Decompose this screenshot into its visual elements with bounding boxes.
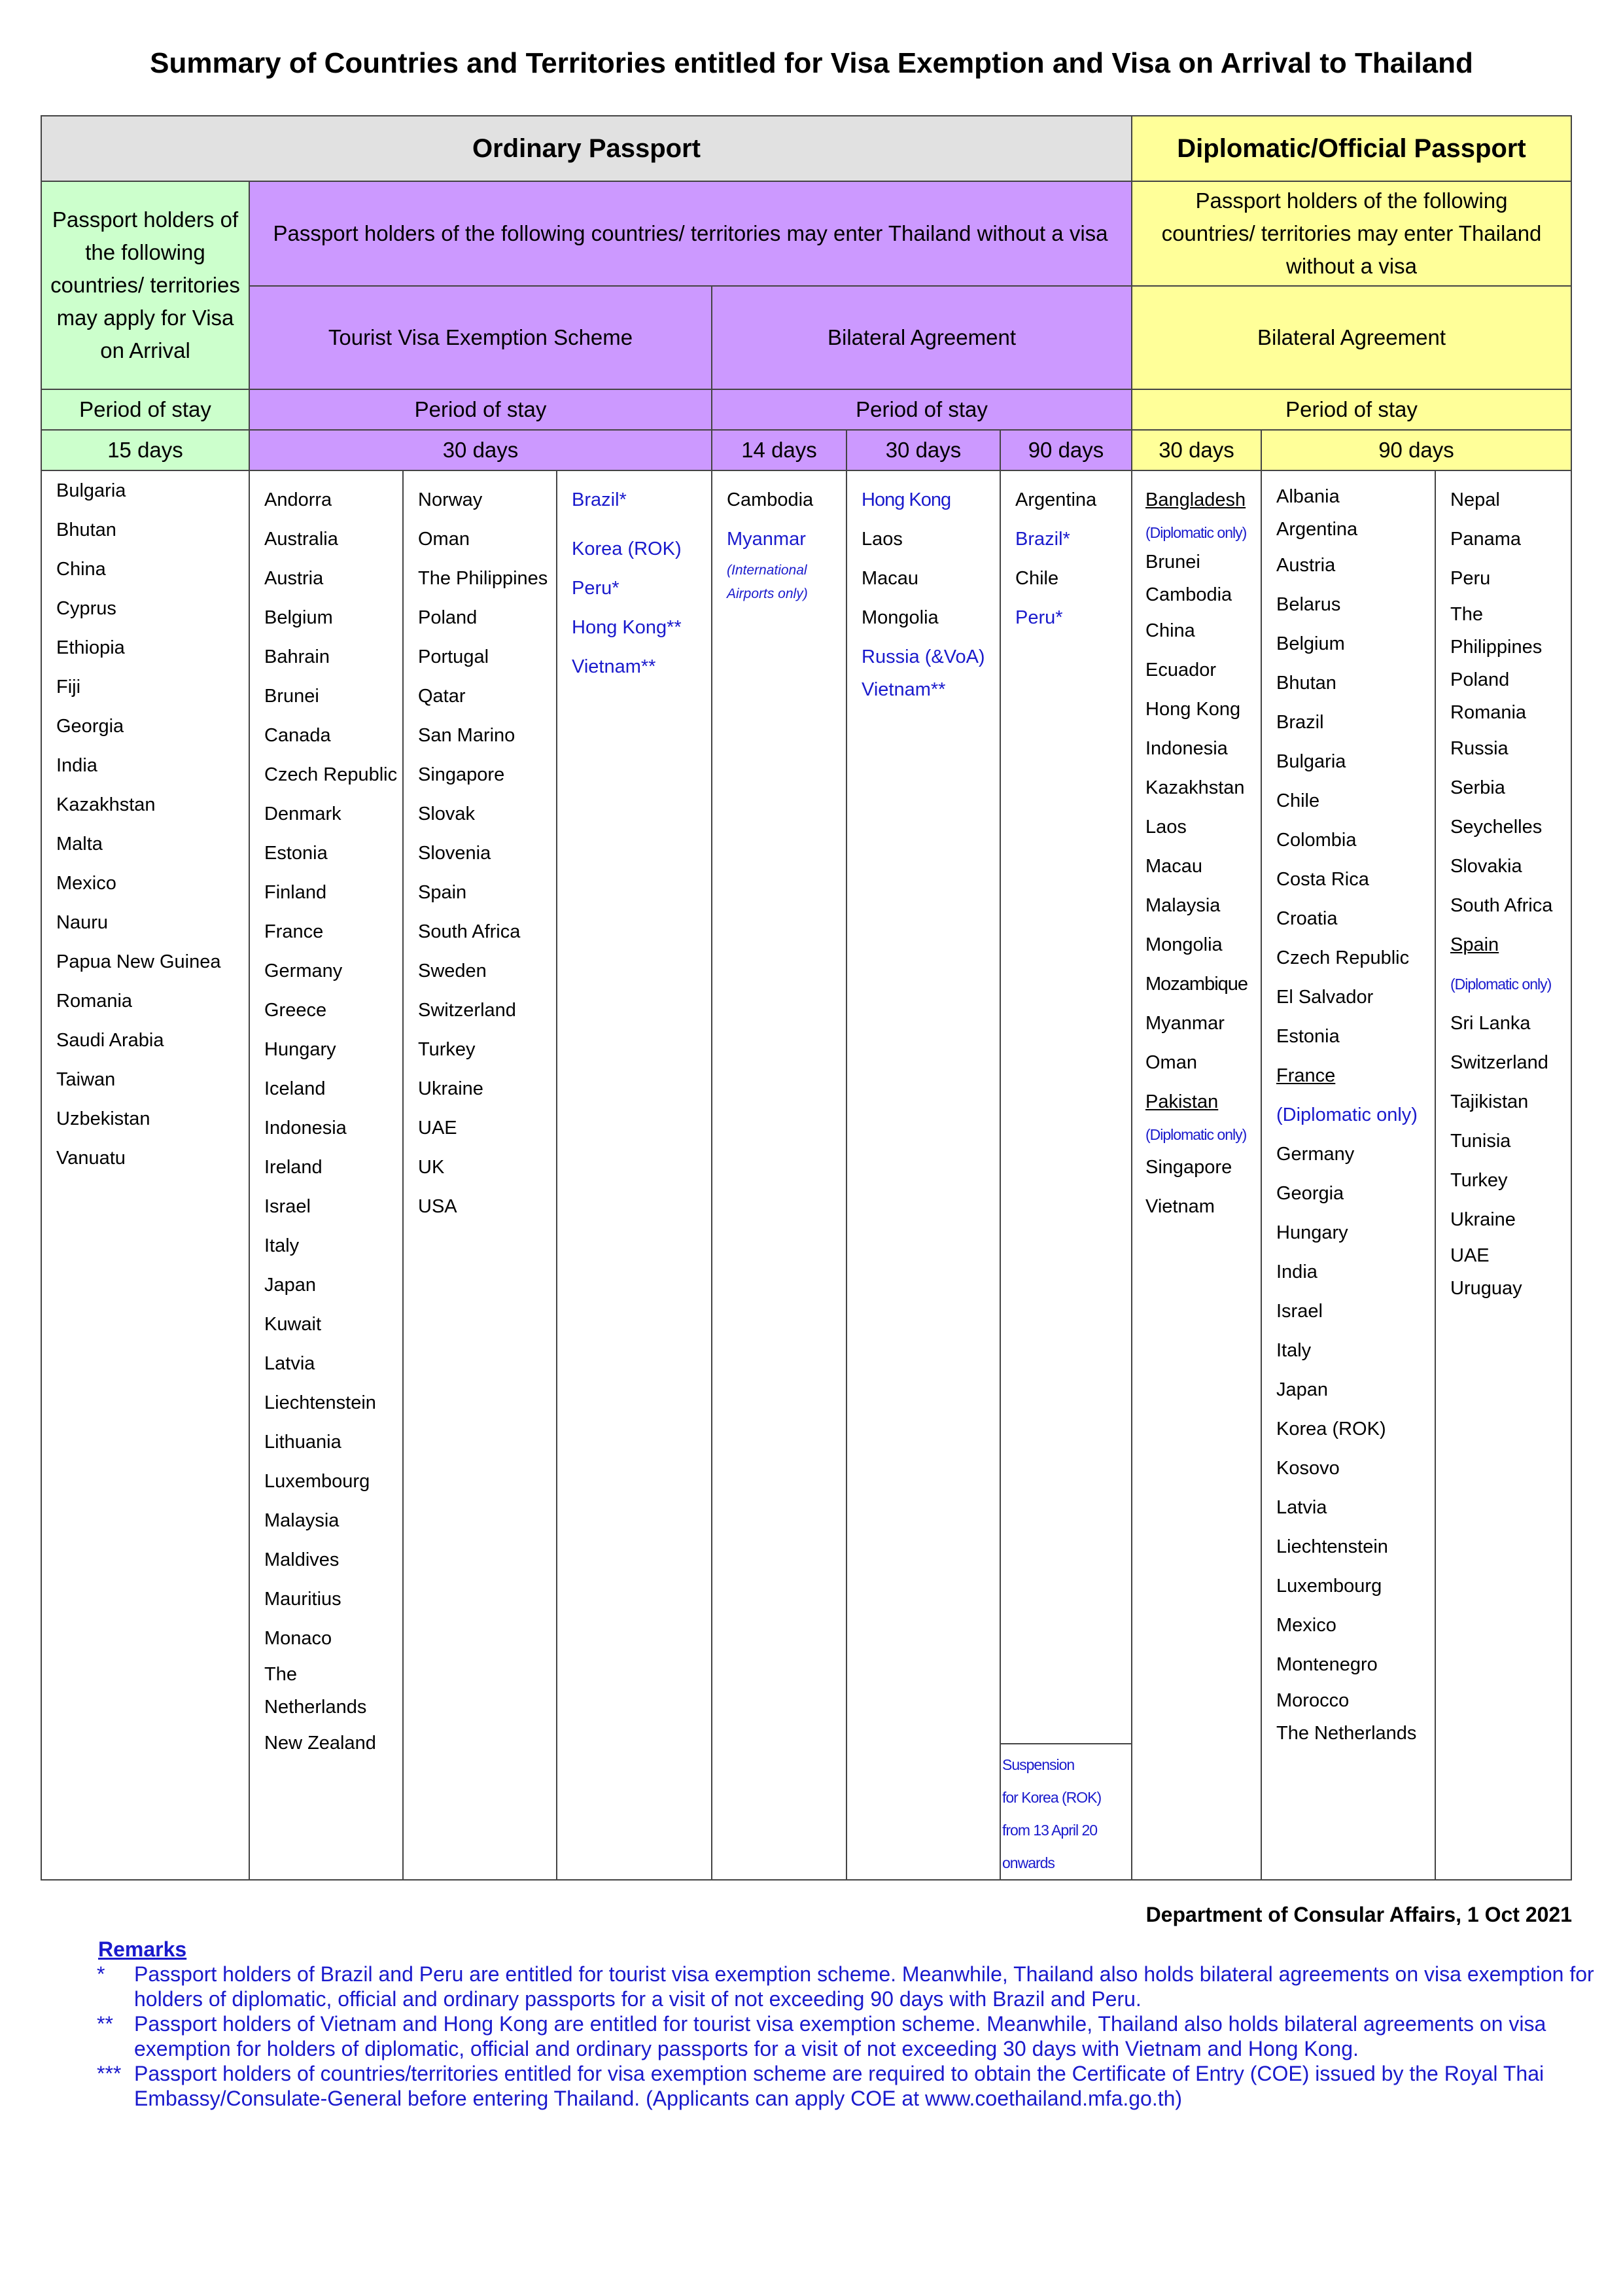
list-item: Portugal <box>418 646 489 667</box>
list-item: The Philippines <box>418 568 548 589</box>
note-line: Suspension <box>1002 1756 1075 1773</box>
list-item: USA <box>418 1196 457 1217</box>
list-item: Turkey <box>1450 1170 1508 1191</box>
list-item: Saudi Arabia <box>56 1030 164 1051</box>
days-bi14: 14 days <box>711 429 847 471</box>
list-item: Hong Kong <box>862 489 951 510</box>
bilateral-30-list <box>846 470 1001 1881</box>
diplomatic-passport-header: Diplomatic/Official Passport <box>1131 115 1572 182</box>
list-item: Russia <box>1450 738 1509 759</box>
list-item-note: Airports only) <box>727 586 808 601</box>
list-item: Peru* <box>1015 607 1063 628</box>
list-item: Fiji <box>56 677 81 698</box>
list-item: Italy <box>264 1235 300 1256</box>
list-item: Ukraine <box>418 1078 483 1099</box>
list-item: New Zealand <box>264 1733 376 1754</box>
list-item: Maldives <box>264 1549 340 1570</box>
list-item: Qatar <box>418 686 466 707</box>
department-credit: Department of Consular Affairs, 1 Oct 2021 <box>1145 1903 1572 1926</box>
list-item: Philippines <box>1450 637 1543 658</box>
spacer <box>572 520 711 529</box>
list-item: Netherlands <box>264 1697 367 1718</box>
list-item: Argentina <box>1015 489 1097 510</box>
remarks-title: Remarks <box>98 1937 187 1961</box>
voa-country-list <box>41 470 250 1881</box>
list-item: Korea (ROK) <box>572 539 682 559</box>
list-item: Nepal <box>1450 489 1500 510</box>
list-item: Hong Kong <box>1145 699 1241 720</box>
list-item: Tajikistan <box>1450 1091 1529 1112</box>
list-item: Peru <box>1450 568 1491 589</box>
list-item: Malaysia <box>264 1510 340 1531</box>
list-item: Norway <box>418 489 483 510</box>
list-item: Latvia <box>264 1353 315 1374</box>
remark-text: Passport holders of Vietnam and Hong Kong are entitled for tourist visa exemption scheme. Meanwhile, Thailand also holds bilateral agreements on visa exemption for holders of diplomatic, official and ordinary passports for a visit of not exceeding 30 days with Vietnam and Hong Kong. <box>134 2012 1546 2060</box>
list-item: Ukraine <box>1450 1209 1516 1230</box>
list-item: Argentina <box>1276 519 1358 540</box>
list-item: Brazil* <box>572 489 627 510</box>
list-item: Vietnam <box>1145 1196 1215 1217</box>
list-item: Bhutan <box>1276 673 1336 694</box>
bilateral-14-list <box>711 470 847 1881</box>
remark-marker: ** <box>97 2012 113 2036</box>
list-item: The Netherlands <box>1276 1723 1417 1744</box>
ordinary-passport-header: Ordinary Passport <box>41 115 1132 182</box>
list-item: Oman <box>1145 1052 1197 1073</box>
dip-90-list-b <box>1435 470 1572 1881</box>
list-item: Papua New Guinea <box>56 951 221 972</box>
list-item: Hungary <box>264 1039 336 1060</box>
remark-marker: * <box>97 1962 105 1986</box>
list-item: Brunei <box>1145 552 1200 573</box>
list-item: Chile <box>1276 790 1320 811</box>
list-item: Austria <box>1276 555 1336 576</box>
list-item: Denmark <box>264 804 341 824</box>
list-item: Brunei <box>264 686 319 707</box>
list-item: Laos <box>862 529 903 550</box>
period-dip: Period of stay <box>1131 389 1572 431</box>
list-item: Cambodia <box>1145 584 1232 605</box>
list-item: Czech Republic <box>1276 947 1410 968</box>
list-item: Estonia <box>1276 1026 1340 1047</box>
list-item: Laos <box>1145 817 1187 838</box>
days-bi30: 30 days <box>846 429 1001 471</box>
list-item: Japan <box>1276 1379 1329 1400</box>
list-item: UAE <box>1450 1245 1490 1266</box>
list-item: Kazakhstan <box>1145 777 1245 798</box>
list-item: Belgium <box>264 607 333 628</box>
list-item: South Africa <box>418 921 521 942</box>
list-item: Chile <box>1015 568 1059 589</box>
list-item: Germany <box>1276 1144 1355 1165</box>
note-line: onwards <box>1002 1854 1055 1871</box>
list-item: Costa Rica <box>1276 869 1369 890</box>
period-voa: Period of stay <box>41 389 250 431</box>
period-tourist: Period of stay <box>249 389 712 431</box>
remark-text: Passport holders of Brazil and Peru are entitled for tourist visa exemption scheme. Meanwhile, Thailand also holds bilateral agreements on visa exemption for holders of diplomatic, official and ordinary passports for a visit of not exceeding 90 days with Brazil and Peru. <box>134 1962 1594 2011</box>
list-item: San Marino <box>418 725 515 746</box>
list-item: Serbia <box>1450 777 1505 798</box>
tourist-list-c <box>556 470 712 1881</box>
list-item: Montenegro <box>1276 1654 1378 1675</box>
list-item: Luxembourg <box>1276 1576 1382 1597</box>
list-item: El Salvador <box>1276 987 1374 1008</box>
remark-marker: *** <box>97 2062 122 2085</box>
list-item: Sweden <box>418 961 487 981</box>
days-tourist: 30 days <box>249 429 712 471</box>
list-item: Luxembourg <box>264 1471 370 1492</box>
list-item: Bulgaria <box>1276 751 1346 772</box>
list-item: Switzerland <box>1450 1052 1548 1073</box>
list-item: Indonesia <box>264 1118 347 1139</box>
list-item: Sri Lanka <box>1450 1013 1531 1034</box>
list-item: Cyprus <box>56 598 116 619</box>
list-item: Bahrain <box>264 646 330 667</box>
list-item: Taiwan <box>56 1069 116 1090</box>
list-item: Monaco <box>264 1628 332 1649</box>
list-item: Mongolia <box>1145 934 1223 955</box>
list-item: Italy <box>1276 1340 1312 1361</box>
list-item: Estonia <box>264 843 328 864</box>
remark-item <box>92 1962 1609 2011</box>
list-item: Bulgaria <box>56 480 126 501</box>
list-item: Malta <box>56 834 103 855</box>
list-item-note: (Diplomatic only) <box>1145 1126 1247 1143</box>
remarks-section <box>92 1937 1609 2111</box>
list-item: Hungary <box>1276 1222 1348 1243</box>
list-item: Romania <box>56 991 133 1012</box>
list-item: Poland <box>1450 669 1510 690</box>
list-item: China <box>56 559 106 580</box>
list-item: Uruguay <box>1450 1278 1522 1299</box>
list-item: Latvia <box>1276 1497 1327 1518</box>
visa-table <box>41 115 1572 1881</box>
note-line: from 13 April 20 <box>1002 1822 1098 1839</box>
list-item: Mongolia <box>862 607 939 628</box>
list-item: Cambodia <box>727 489 814 510</box>
list-item: Australia <box>264 529 338 550</box>
list-item: Albania <box>1276 486 1340 507</box>
list-item: Oman <box>418 529 470 550</box>
list-item: Israel <box>1276 1301 1323 1322</box>
list-item: Kazakhstan <box>56 794 156 815</box>
list-item: Panama <box>1450 529 1522 550</box>
bilateral-90-list <box>1000 470 1132 1881</box>
tourist-scheme-header: Tourist Visa Exemption Scheme <box>249 285 712 390</box>
list-item: Vietnam** <box>572 656 656 677</box>
list-item: Macau <box>1145 856 1203 877</box>
list-item: Seychelles <box>1450 817 1543 838</box>
list-item: Mauritius <box>264 1589 341 1610</box>
list-item: Georgia <box>1276 1183 1344 1204</box>
tourist-list-a <box>249 470 404 1881</box>
list-item: Iceland <box>264 1078 326 1099</box>
list-item: China <box>1145 620 1195 641</box>
voa-description: Passport holders of the following countries/ territories may apply for Visa on Arrival <box>41 181 250 390</box>
list-item: India <box>1276 1262 1318 1282</box>
days-bi90: 90 days <box>1000 429 1132 471</box>
remark-item <box>92 2061 1609 2111</box>
list-item: India <box>56 755 97 776</box>
list-item: Turkey <box>418 1039 476 1060</box>
list-item: Morocco <box>1276 1690 1350 1711</box>
list-item: Spain <box>418 882 467 903</box>
list-item: Singapore <box>418 764 505 785</box>
list-item: Andorra <box>264 489 332 510</box>
list-item: Tunisia <box>1450 1131 1511 1152</box>
list-item: Slovakia <box>1450 856 1522 877</box>
list-item: Switzerland <box>418 1000 516 1021</box>
list-item: UAE <box>418 1118 457 1139</box>
tourist-list-b <box>402 470 557 1881</box>
list-item: Mozambique <box>1145 974 1248 995</box>
list-item: Slovak <box>418 804 476 824</box>
list-item: Russia (&VoA) <box>862 646 985 667</box>
list-item: Indonesia <box>1145 738 1228 759</box>
remark-text: Passport holders of countries/territories entitled for visa exemption scheme are required to obtain the Certificate of Entry (COE) issued by the Royal Thai Embassy/Consulate-General before entering Thailand. (Applicants can apply COE at www.coethailand.mfa.go.th) <box>134 2062 1544 2110</box>
list-item: Israel <box>264 1196 311 1217</box>
list-item-note: (Diplomatic only) <box>1276 1104 1418 1125</box>
list-item: Georgia <box>56 716 124 737</box>
list-item: Mexico <box>56 873 116 894</box>
list-item: Lithuania <box>264 1432 341 1453</box>
list-item-note: (Diplomatic only) <box>1145 524 1247 541</box>
remark-item <box>92 2011 1609 2061</box>
list-item: France <box>264 921 324 942</box>
days-dip90: 90 days <box>1261 429 1572 471</box>
list-item: Vietnam** <box>862 679 946 700</box>
list-item: Nauru <box>56 912 108 933</box>
list-item: Malaysia <box>1145 895 1221 916</box>
list-item: South Africa <box>1450 895 1553 916</box>
list-item: Colombia <box>1276 830 1357 851</box>
list-item: Romania <box>1450 702 1527 723</box>
list-item: Finland <box>264 882 327 903</box>
list-item: Slovenia <box>418 843 491 864</box>
list-item-note: (Diplomatic only) <box>1450 976 1552 993</box>
list-item: Brazil <box>1276 712 1324 733</box>
list-item: Germany <box>264 961 343 981</box>
note-line: for Korea (ROK) <box>1002 1789 1102 1806</box>
list-item: Czech Republic <box>264 764 398 785</box>
list-item: Pakistan <box>1145 1091 1219 1112</box>
suspension-note <box>1000 1743 1132 1881</box>
dip-30-list <box>1131 470 1262 1881</box>
list-item: Singapore <box>1145 1157 1232 1178</box>
days-dip30: 30 days <box>1131 429 1262 471</box>
list-item: Poland <box>418 607 478 628</box>
bilateral-header: Bilateral Agreement <box>711 285 1132 390</box>
list-item: Kuwait <box>264 1314 322 1335</box>
list-item: Brazil* <box>1015 529 1070 550</box>
list-item: Ecuador <box>1145 660 1217 680</box>
list-item: Peru* <box>572 578 620 599</box>
list-item: Hong Kong** <box>572 617 682 638</box>
list-item: Belgium <box>1276 633 1345 654</box>
list-item: Austria <box>264 568 324 589</box>
ordinary-description: Passport holders of the following countries/ territories may enter Thailand without a visa <box>249 181 1132 287</box>
list-item: Kosovo <box>1276 1458 1340 1479</box>
period-bilateral: Period of stay <box>711 389 1132 431</box>
list-item: Liechtenstein <box>264 1392 376 1413</box>
dip-90-list-a <box>1261 470 1436 1881</box>
list-item: Croatia <box>1276 908 1338 929</box>
list-item: Greece <box>264 1000 327 1021</box>
list-item: Ethiopia <box>56 637 125 658</box>
list-item: Bangladesh <box>1145 489 1246 510</box>
list-item: Bhutan <box>56 520 116 540</box>
days-voa: 15 days <box>41 429 250 471</box>
list-item: Spain <box>1450 934 1499 955</box>
list-item: Macau <box>862 568 919 589</box>
list-item: Japan <box>264 1275 317 1296</box>
list-item: The <box>264 1664 297 1685</box>
list-item: UK <box>418 1157 445 1178</box>
list-item: Myanmar <box>1145 1013 1225 1034</box>
list-item: France <box>1276 1065 1336 1086</box>
list-item: Belarus <box>1276 594 1341 615</box>
list-item: Mexico <box>1276 1615 1336 1636</box>
diplomatic-description: Passport holders of the following countries/ territories may enter Thailand without a visa <box>1131 181 1572 287</box>
list-item: Vanuatu <box>56 1148 126 1169</box>
list-item: Myanmar <box>727 529 806 550</box>
list-item: The <box>1450 604 1483 625</box>
list-item: Korea (ROK) <box>1276 1419 1386 1439</box>
list-item: Ireland <box>264 1157 323 1178</box>
list-item: Canada <box>264 725 331 746</box>
bilateral-dip-header: Bilateral Agreement <box>1131 285 1572 390</box>
page-title: Summary of Countries and Territories entitled for Visa Exemption and Visa on Arrival to Thailand <box>150 47 1473 79</box>
list-item: Liechtenstein <box>1276 1536 1388 1557</box>
list-item-note: (International <box>727 563 807 578</box>
list-item: Uzbekistan <box>56 1108 150 1129</box>
